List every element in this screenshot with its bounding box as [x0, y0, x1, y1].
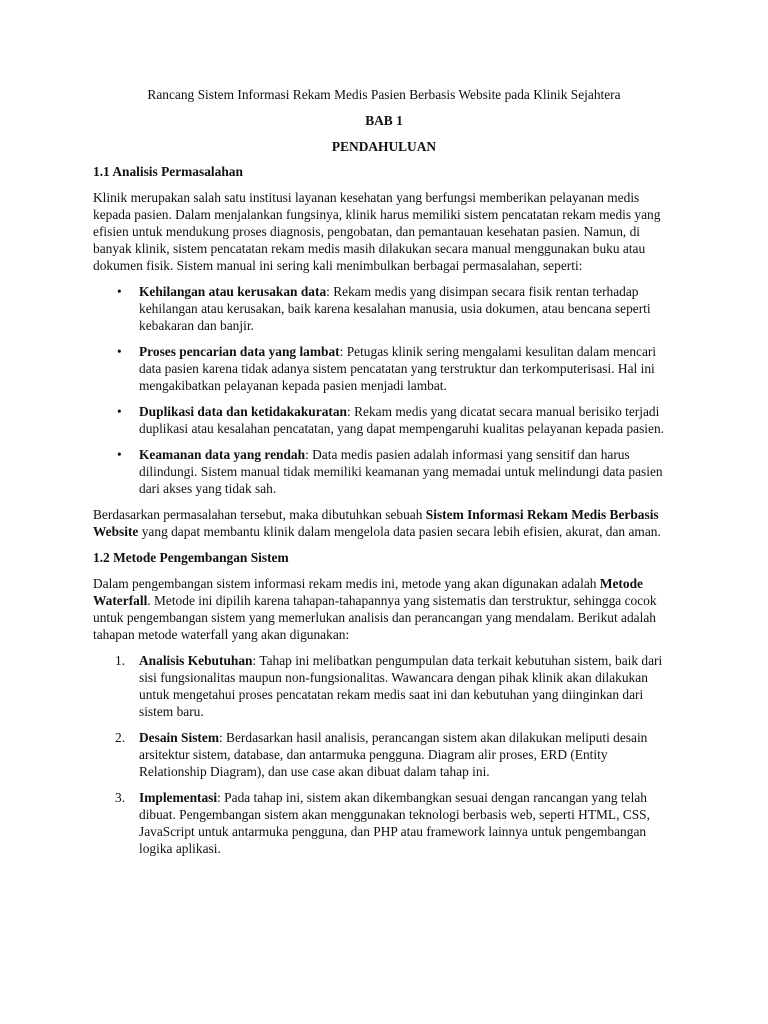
list-item-term: Implementasi [139, 790, 218, 805]
list-item-number: 1. [115, 653, 126, 668]
list-item-text: : Petugas klinik sering mengalami kesulitan dalam mencari data pasien karena tidak adanya sistem pencatatan yang terstruktur dan terkomputerisasi. Hal ini mengakibatkan pelayanan kepada pasien menjadi lambat. [139, 344, 657, 393]
list-item [139, 343, 675, 394]
list-item-text: : Data medis pasien adalah informasi yang sensitif dan harus dilindungi. Sistem manual tidak memiliki keamanan yang memadai untuk melindungi data pasien dari akses yang tidak sah. [139, 447, 663, 496]
list-item-text: : Rekam medis yang disimpan secara fisik rentan terhadap kehilangan atau kerusakan, baik karena kesalahan manusia, usia dokumen, atau bencana seperti kebakaran dan banjir. [139, 284, 651, 333]
list-item-text: : Berdasarkan hasil analisis, perancangan sistem akan dilakukan meliputi desain arsitektur sistem, database, dan antarmuka pengguna. Diagram alir proses, ERD (Entity Relationship Diagram), dan use case akan dibuat dalam tahap ini. [139, 730, 648, 779]
section-heading-analysis: 1.1 Analisis Permasalahan [93, 164, 243, 179]
paragraph-method-intro [93, 575, 675, 643]
paragraph-analysis-intro: Klinik merupakan salah satu institusi layanan kesehatan yang berfungsi memberikan pelayanan medis kepada pasien. Dalam menjalankan fungsinya, klinik harus memiliki sistem pencatatan rekam medis yang efisien untuk mendukung proses diagnosis, pengobatan, dan pemantauan kesehatan pasien. Namun, di banyak klinik, sistem pencatatan rekam medis masih dilakukan secara manual menggunakan buku atau dokumen fisik. Sistem manual ini sering kali menimbulkan berbagai permasalahan, seperti: [93, 190, 661, 273]
list-item [139, 446, 675, 497]
list-item-term: Analisis Kebutuhan [139, 653, 253, 668]
list-item [139, 403, 675, 437]
list-item-term: Kehilangan atau kerusakan data [139, 284, 327, 299]
list-item [115, 729, 675, 780]
list-item [139, 283, 675, 334]
section-heading-method: 1.2 Metode Pengembangan Sistem [93, 550, 289, 565]
method-intro-text-end: . Metode ini dipilih karena tahapan-tahapannya yang sistematis dan terstruktur, sehingga cocok untuk pengembangan sistem yang memerlukan analisis dan perancangan yang mendalam. Berikut adalah tahapan metode waterfall yang akan digunakan: [93, 593, 657, 642]
chapter-name: PENDAHULUAN [331, 139, 437, 154]
problem-list [93, 283, 675, 497]
list-item-term: Desain Sistem [139, 730, 219, 745]
list-item-term: Proses pencarian data yang lambat [139, 344, 340, 359]
paragraph-analysis-conclusion [93, 506, 675, 540]
method-intro-text: Dalam pengembangan sistem informasi rekam medis ini, metode yang akan digunakan adalah [93, 576, 600, 591]
list-item [115, 789, 675, 857]
list-item-term: Keamanan data yang rendah [139, 447, 306, 462]
list-item-text: : Pada tahap ini, sistem akan dikembangkan sesuai dengan rancangan yang telah dibuat. Pengembangan sistem akan menggunakan teknologi berbasis web, seperti HTML, CSS, JavaScript untuk antarmuka pengguna, dan PHP atau framework lainnya untuk pengembangan logika aplikasi. [139, 790, 650, 856]
list-item [115, 652, 675, 720]
conclusion-text: Berdasarkan permasalahan tersebut, maka dibutuhkan sebuah [93, 507, 426, 522]
list-item-number: 2. [115, 730, 126, 745]
conclusion-emphasis: Sistem Informasi Rekam Medis Berbasis Website [93, 507, 659, 539]
list-item-text: : Rekam medis yang dicatat secara manual berisiko terjadi duplikasi atau kesalahan pencatatan, yang dapat mempengaruhi kualitas pelayanan kepada pasien. [139, 404, 665, 436]
document-title: Rancang Sistem Informasi Rekam Medis Pasien Berbasis Website pada Klinik Sejahtera [147, 87, 621, 102]
list-item-text: : Tahap ini melibatkan pengumpulan data terkait kebutuhan sistem, baik dari sisi fungsionalitas maupun non-fungsionalitas. Wawancara dengan pihak klinik akan dilakukan untuk mengetahui proses pencatatan rekam medis saat ini dan kebutuhan yang diinginkan dari sistem baru. [139, 653, 663, 719]
list-item-term: Duplikasi data dan ketidakakuratan [139, 404, 347, 419]
conclusion-text-end: yang dapat membantu klinik dalam mengelola data pasien secara lebih efisien, akurat, dan aman. [138, 524, 661, 539]
list-item-number: 3. [115, 790, 126, 805]
waterfall-steps-list [93, 652, 675, 857]
chapter-number: BAB 1 [365, 113, 403, 128]
method-intro-emphasis: Metode Waterfall [93, 576, 643, 608]
